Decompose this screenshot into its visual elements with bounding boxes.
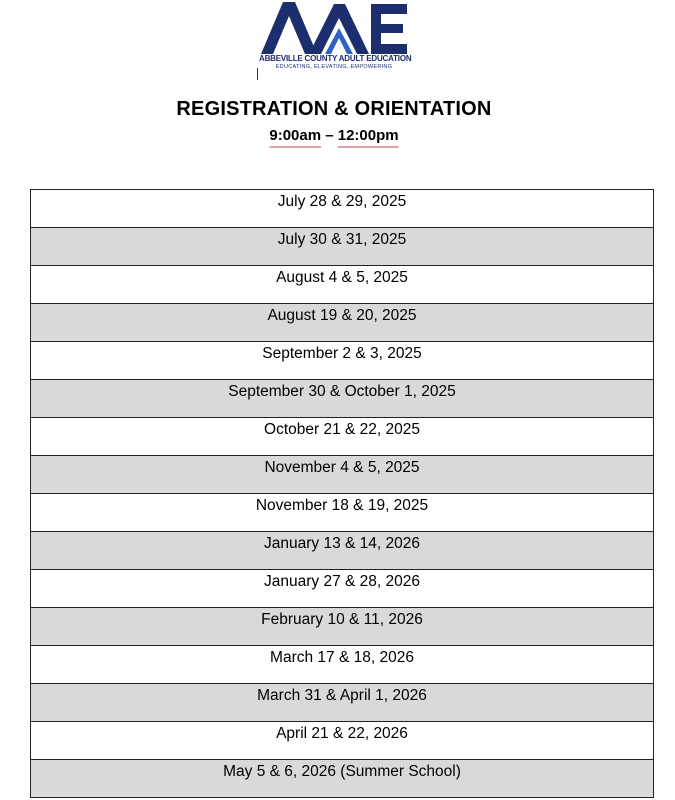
schedule-date: January 13 & 14, 2026	[31, 532, 654, 570]
table-row	[31, 760, 654, 798]
table-row	[31, 456, 654, 494]
logo-tagline: EDUCATING, ELEVATING, EMPOWERING	[275, 64, 393, 70]
table-row	[31, 532, 654, 570]
time-start: 9:00am	[269, 127, 322, 144]
table-row	[31, 190, 654, 228]
table-row	[31, 418, 654, 456]
schedule-date: September 2 & 3, 2025	[31, 342, 654, 380]
page-title: REGISTRATION & ORIENTATION	[176, 98, 492, 120]
table-row	[31, 684, 654, 722]
table-row	[31, 608, 654, 646]
time-end: 12:00pm	[337, 127, 399, 144]
schedule-date: March 31 & April 1, 2026	[31, 684, 654, 722]
schedule-date: May 5 & 6, 2026 (Summer School)	[31, 760, 654, 798]
table-row	[31, 722, 654, 760]
table-row	[31, 342, 654, 380]
schedule-table	[30, 189, 654, 798]
schedule-date: August 4 & 5, 2025	[31, 266, 654, 304]
acae-logo	[259, 0, 412, 76]
table-row	[31, 304, 654, 342]
schedule-date: November 18 & 19, 2025	[31, 494, 654, 532]
table-row	[31, 646, 654, 684]
text-cursor	[257, 68, 258, 80]
schedule-date: October 21 & 22, 2025	[31, 418, 654, 456]
schedule-date: April 21 & 22, 2026	[31, 722, 654, 760]
table-row	[31, 494, 654, 532]
schedule-date: July 30 & 31, 2025	[31, 228, 654, 266]
acae-logo-mark	[259, 0, 409, 56]
time-separator: –	[321, 127, 338, 144]
table-row	[31, 228, 654, 266]
schedule-date: March 17 & 18, 2026	[31, 646, 654, 684]
schedule-date: January 27 & 28, 2026	[31, 570, 654, 608]
schedule-date: November 4 & 5, 2025	[31, 456, 654, 494]
logo-organization-name: ABBEVILLE COUNTY ADULT EDUCATION	[259, 54, 412, 63]
table-row	[31, 266, 654, 304]
session-time	[0, 127, 668, 144]
schedule-date: September 30 & October 1, 2025	[31, 380, 654, 418]
table-row	[31, 570, 654, 608]
schedule-date: July 28 & 29, 2025	[31, 190, 654, 228]
schedule-date: August 19 & 20, 2025	[31, 304, 654, 342]
table-row	[31, 380, 654, 418]
schedule-date: February 10 & 11, 2026	[31, 608, 654, 646]
